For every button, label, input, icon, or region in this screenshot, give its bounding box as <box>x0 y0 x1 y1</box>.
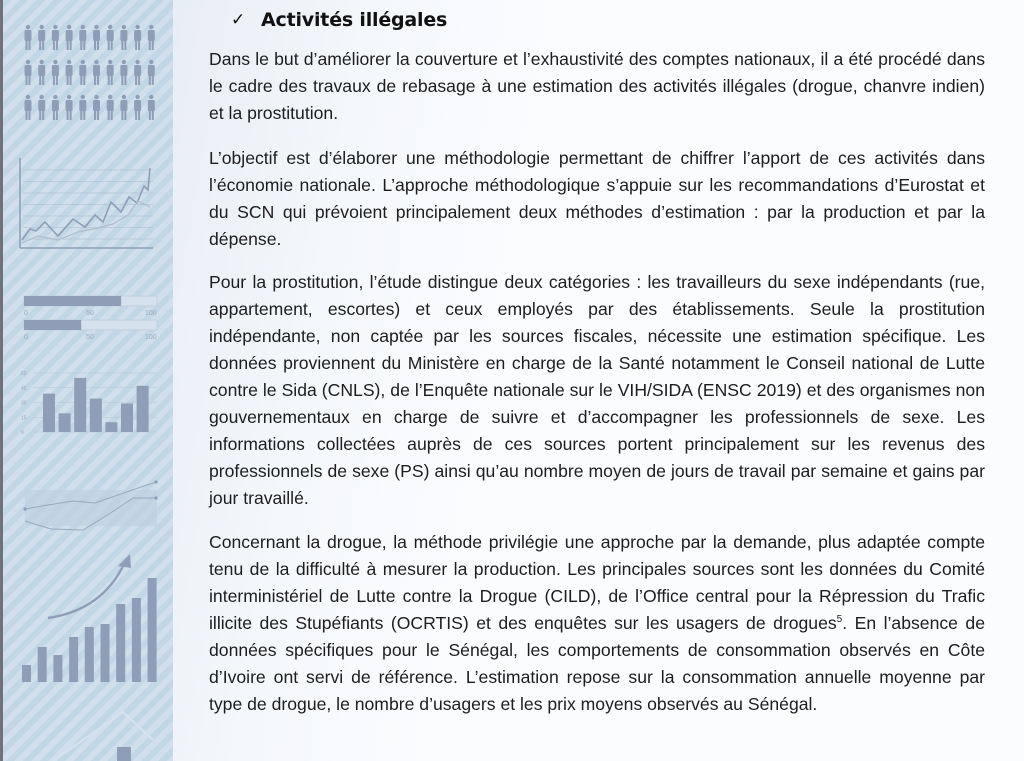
growth-bar <box>116 604 125 682</box>
person-icon <box>120 95 127 120</box>
person-icon <box>52 25 59 50</box>
growth-bar <box>38 647 47 682</box>
person-icon <box>52 95 59 120</box>
trend-line-secondary <box>22 201 150 243</box>
person-icon <box>66 95 73 120</box>
section-title: Activités illégales <box>261 9 448 31</box>
person-icon <box>25 60 32 85</box>
person-icon <box>120 60 127 85</box>
person-icon <box>38 60 45 85</box>
gauge-tick: 100 <box>145 310 157 317</box>
person-icon <box>107 25 114 50</box>
growth-bar <box>53 655 62 682</box>
bar-chart-tick: 60 <box>21 371 27 377</box>
growth-bar <box>22 665 31 682</box>
person-icon <box>93 25 100 50</box>
bar-chart-tick: 30 <box>21 400 27 407</box>
gauge-tick: 50 <box>86 334 94 341</box>
gauge-tick: 50 <box>86 310 94 317</box>
bar-chart-tick: 15 <box>21 415 27 422</box>
drugs-text-part1: Concernant la drogue, la méthode privilégie une approche par la demande, plus adaptée compte tenu de la difficulté à mesurer la production. Les principales sources sont les données du Comité interministériel de Lutte contre la Drogue (CILD), de l’Office central pour la Répression du Trafic illicite des Stupéfiants (OCRTIS) et des enquêtes sur les usagers de drogues <box>209 532 985 633</box>
decorative-sidebar <box>0 0 173 761</box>
person-icon <box>134 25 141 50</box>
person-icon <box>38 95 45 120</box>
gauge-tick: 0 <box>24 310 28 317</box>
checkmark-icon: ✓ <box>231 10 246 30</box>
person-icon <box>107 60 114 85</box>
bar <box>137 386 149 432</box>
gauge-fill <box>24 296 121 306</box>
person-icon <box>134 60 141 85</box>
paragraph-intro: Dans le but d’améliorer la couverture et l’exhaustivité des comptes nationaux, il a été procédé dans le cadre des travaux de rebasage à une estimation des activités illégales (drogue, chanvre indien) et la prostitution. <box>209 49 985 123</box>
paragraph-objective: L’objectif est d’élaborer une méthodologie permettant de chiffrer l’apport de ces activités dans l’économie nationale. L’approche méthodologique s’appuie sur les recommandations d’Eurostat et du SCN qui prévoient principalement deux méthodes d’estimation : par la production et par la dépense. <box>209 148 985 249</box>
person-icon <box>148 95 155 120</box>
person-icon <box>66 60 73 85</box>
arrow-head-icon <box>118 554 131 568</box>
person-icon <box>52 60 59 85</box>
data-point <box>154 496 157 499</box>
gauge-fill <box>24 320 81 330</box>
person-icon <box>79 95 86 120</box>
person-icon <box>38 25 45 50</box>
bar <box>105 422 117 432</box>
bar <box>74 378 86 432</box>
data-point <box>154 480 157 483</box>
person-icon <box>79 25 86 50</box>
area-chart-fill <box>25 490 157 526</box>
section-heading <box>231 9 447 31</box>
person-icon <box>25 95 32 120</box>
person-icon <box>93 95 100 120</box>
footnote-reference[interactable]: 5 <box>836 614 843 626</box>
person-icon <box>134 95 141 120</box>
person-icon <box>120 25 127 50</box>
bar <box>121 403 133 432</box>
data-point <box>23 507 26 510</box>
bar <box>59 413 71 432</box>
partial-figure <box>117 747 131 761</box>
bar-chart-tick: 45 <box>21 385 27 392</box>
growth-bar <box>132 598 141 682</box>
paragraph-prostitution: Pour la prostitution, l’étude distingue deux catégories : les travailleurs du sexe indépendants (rue, appartement, escortes) et ceux employés par des établissements. Seule la prostitution indépendante, non captée par les sources fiscales, nécessite une estimation spécifique. Les données proviennent du Ministère en charge de la Santé notamment le Conseil national de Lutte contre le Sida (CNLS), de l’Enquête nationale sur le VIH/SIDA (ENSC 2019) et des organismes non gouvernementaux en charge de suivre et d’accompagner les professionnels de sexe. Les informations collectées auprès de ces sources portent principalement sur les revenus des professionnels de sexe (PS) ainsi qu’au nombre moyen de jours de travail par semaine et gains par jour travaillé. <box>209 272 985 508</box>
gauge-tick: 100 <box>145 334 157 341</box>
growth-arrow <box>48 562 125 618</box>
drugs-text-part2: . En l’absence de données spécifiques pour le Sénégal, les comportements de consommation observés en Côte d’Ivoire ont servi de référence. L’estimation repose sur la consommation annuelle moyenne par type de drogue, le nombre d’usagers et les prix moyens observés au Sénégal. <box>209 613 985 714</box>
bar <box>43 394 55 432</box>
faint-line <box>53 712 153 761</box>
person-icon <box>66 25 73 50</box>
growth-bar <box>69 637 78 682</box>
growth-bar <box>148 578 157 682</box>
person-icon <box>148 60 155 85</box>
growth-bar <box>101 624 110 682</box>
person-icon <box>25 25 32 50</box>
gauge-tick: 0 <box>24 334 28 341</box>
person-icon <box>148 25 155 50</box>
sidebar-illustration <box>3 0 173 761</box>
bar-chart-tick: 0 <box>21 430 24 436</box>
person-icon <box>107 95 114 120</box>
person-icon <box>79 60 86 85</box>
trend-line <box>22 168 150 240</box>
person-icon <box>93 60 100 85</box>
bar <box>90 399 102 432</box>
paragraph-drugs <box>209 529 985 718</box>
growth-bar <box>85 627 94 682</box>
